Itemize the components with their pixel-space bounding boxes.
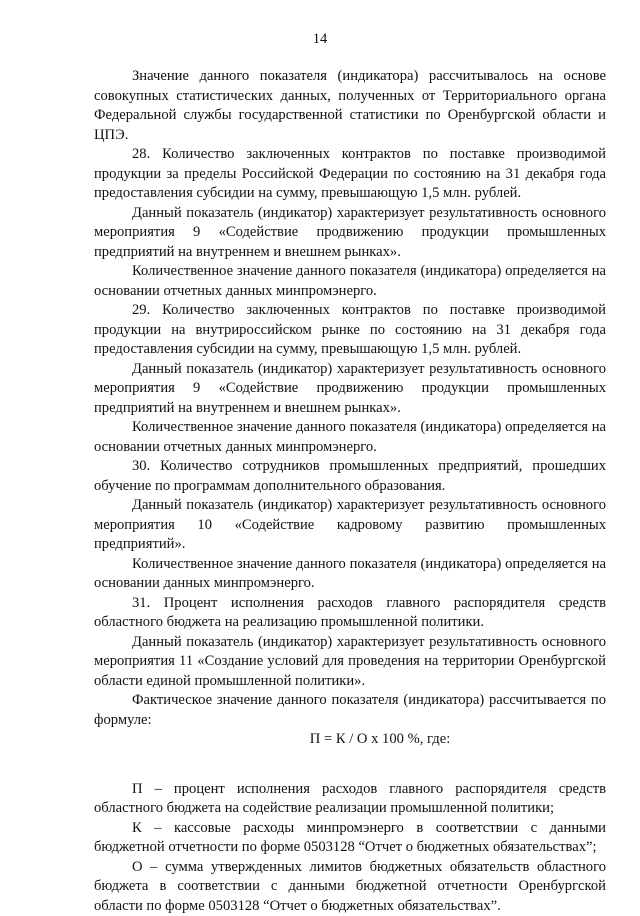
- paragraph: Количественное значение данного показателя (индикатора) определяется на основании отчетных данных минпромэнерго.: [94, 262, 606, 301]
- paragraph: Количественное значение данного показателя (индикатора) определяется на основании данных минпромэнерго.: [94, 555, 606, 594]
- page-number: 14: [0, 30, 640, 48]
- paragraph: Данный показатель (индикатор) характеризует результативность основного мероприятия 9 «Содействие продвижению продукции промышленных предприятий на внутреннем и внешнем рынках».: [94, 360, 606, 419]
- paragraph: Данный показатель (индикатор) характеризует результативность основного мероприятия 10 «Содействие кадровому развитию промышленных предприятий».: [94, 496, 606, 555]
- paragraph: 30. Количество сотрудников промышленных предприятий, прошедших обучение по программам дополнительного образования.: [94, 457, 606, 496]
- paragraph: Количественное значение данного показателя (индикатора) определяется на основании отчетных данных минпромэнерго.: [94, 418, 606, 457]
- paragraph: Данный показатель (индикатор) характеризует результативность основного мероприятия 11 «Создание условий для проведения на территории Оренбургской области единой промышленной политики».: [94, 633, 606, 692]
- paragraph: Данный показатель (индикатор) характеризует результативность основного мероприятия 9 «Содействие продвижению продукции промышленных предприятий на внутреннем и внешнем рынках».: [94, 204, 606, 263]
- paragraph: Значение данного показателя (индикатора) рассчитывалось на основе совокупных статистических данных, полученных от Территориального органа Федеральной службы государственной статистики по Оренбургской области и ЦПЭ.: [94, 67, 606, 145]
- definition-item: О – сумма утвержденных лимитов бюджетных обязательств областного бюджета в соответствии с данными бюджетной отчетности Оренбургской области по форме 0503128 “Отчет о бюджетных обязательствах”.: [94, 858, 606, 916]
- definition-item: К – кассовые расходы минпромэнерго в соответствии с данными бюджетной отчетности по форме 0503128 “Отчет о бюджетных обязательствах”;: [94, 819, 606, 858]
- definition-item: П – процент исполнения расходов главного распорядителя средств областного бюджета на содействие реализации промышленной политики;: [94, 780, 606, 819]
- paragraph: 28. Количество заключенных контрактов по поставке производимой продукции за пределы Российской Федерации по состоянию на 31 декабря года предоставления субсидии на сумму, превышающую 1,5 млн. рублей.: [94, 145, 606, 204]
- paragraph: 29. Количество заключенных контрактов по поставке производимой продукции на внутрироссийском рынке по состоянию на 31 декабря года предоставления субсидии на сумму, превышающую 1,5 млн. рублей.: [94, 301, 606, 360]
- paragraph: 31. Процент исполнения расходов главного распорядителя средств областного бюджета на реализацию промышленной политики.: [94, 594, 606, 633]
- document-body: [94, 67, 606, 916]
- paragraph: Фактическое значение данного показателя (индикатора) рассчитывается по формуле:: [94, 691, 606, 730]
- formula: П = К / О х 100 %, где:: [94, 730, 606, 750]
